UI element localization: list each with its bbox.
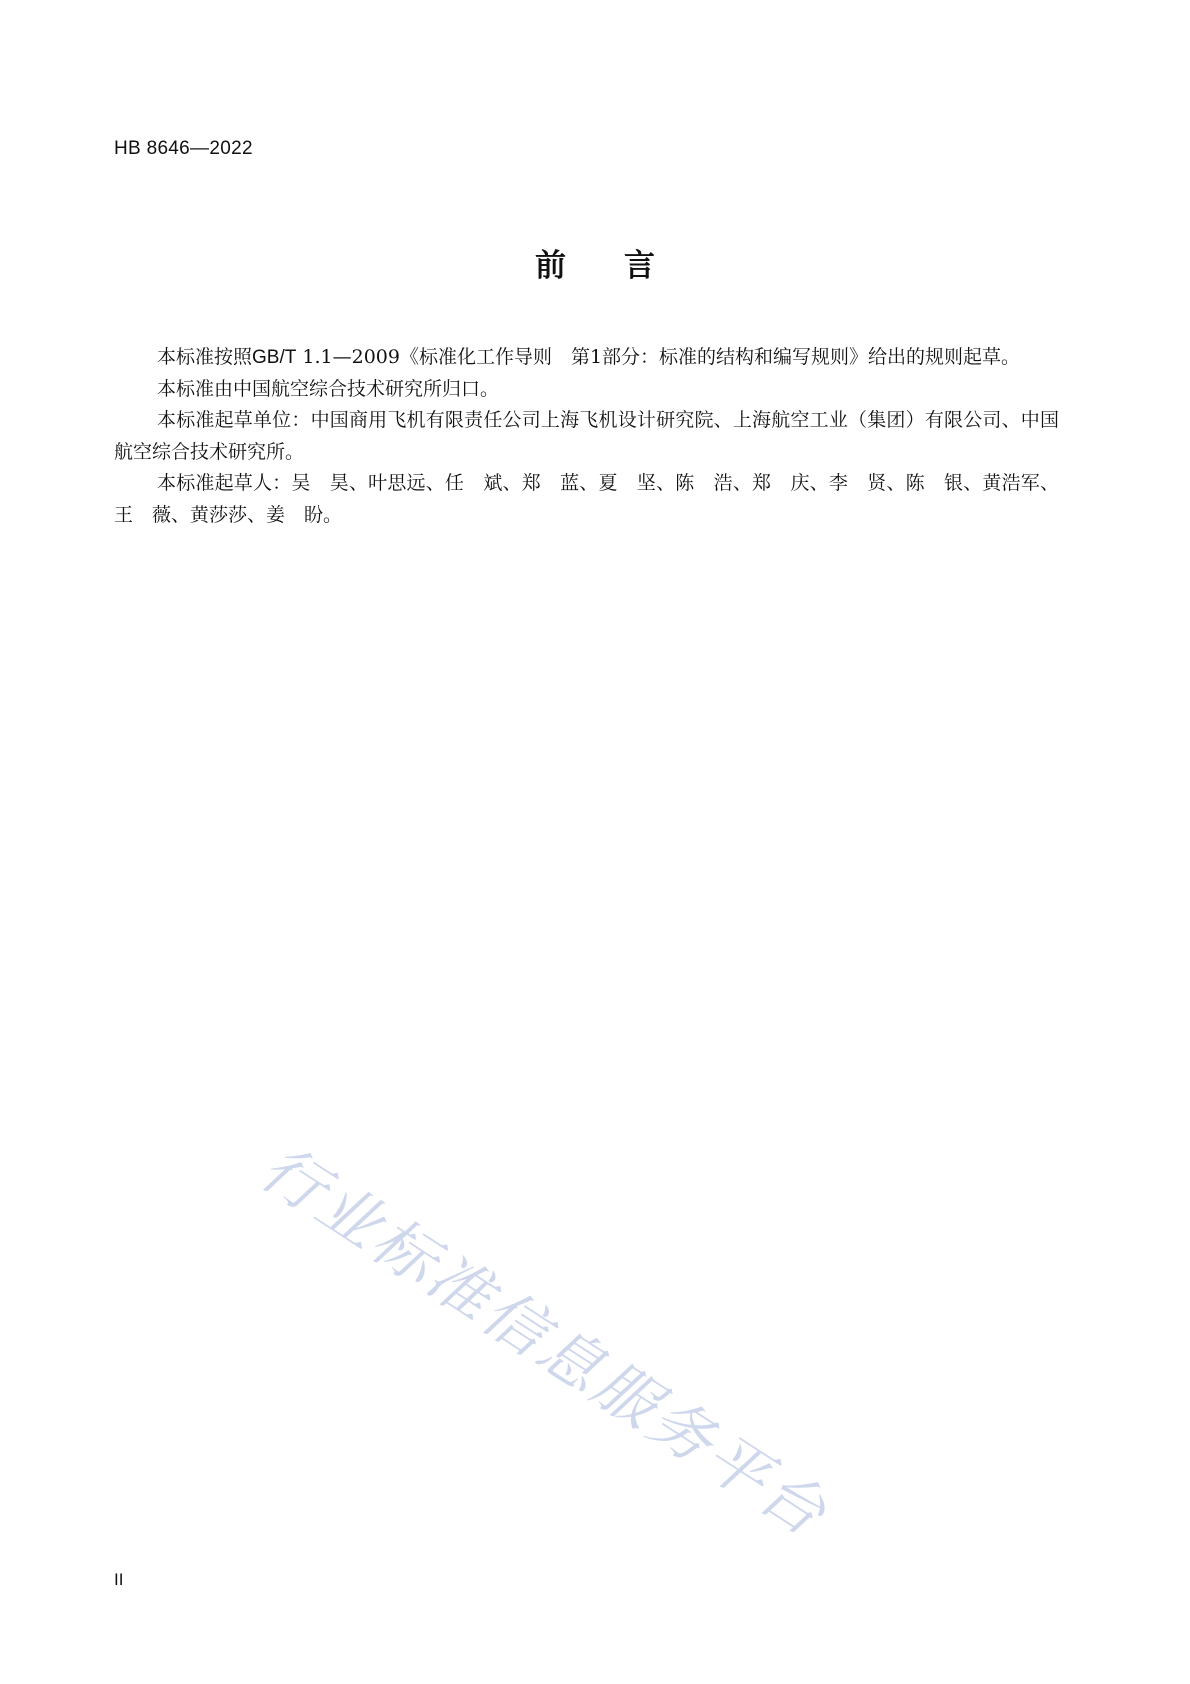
document-code: HB 8646—2022: [114, 138, 253, 159]
title-char-1: 前: [535, 248, 566, 284]
paragraph-rest: 1.1—2009《标准化工作导则 第1部分：标准的结构和编写规则》给出的规则起草。: [296, 346, 1021, 368]
paragraph-drafting-units: 本标准起草单位：中国商用飞机有限责任公司上海飞机设计研究院、上海航空工业（集团）有限公司、中国航空综合技术研究所。: [114, 409, 1059, 463]
foreword-body: [114, 342, 1059, 531]
standard-code: GB/T: [252, 347, 297, 368]
paragraph-drafting-rules: [114, 342, 1059, 374]
page-title: [0, 240, 1190, 285]
title-char-2: 言: [624, 248, 655, 284]
watermark: 行业标准信息服务平台: [248, 1130, 842, 1552]
paragraph-administration: 本标准由中国航空综合技术研究所归口。: [157, 377, 500, 400]
page-number: II: [114, 1570, 124, 1589]
paragraph-drafters: 本标准起草人：吴 昊、叶思远、任 斌、郑 蓝、夏 坚、陈 浩、郑 庆、李 贤、陈 银、黄浩军、王 薇、黄莎莎、姜 盼。: [114, 472, 1059, 526]
paragraph-lead: 本标准按照: [157, 346, 253, 368]
